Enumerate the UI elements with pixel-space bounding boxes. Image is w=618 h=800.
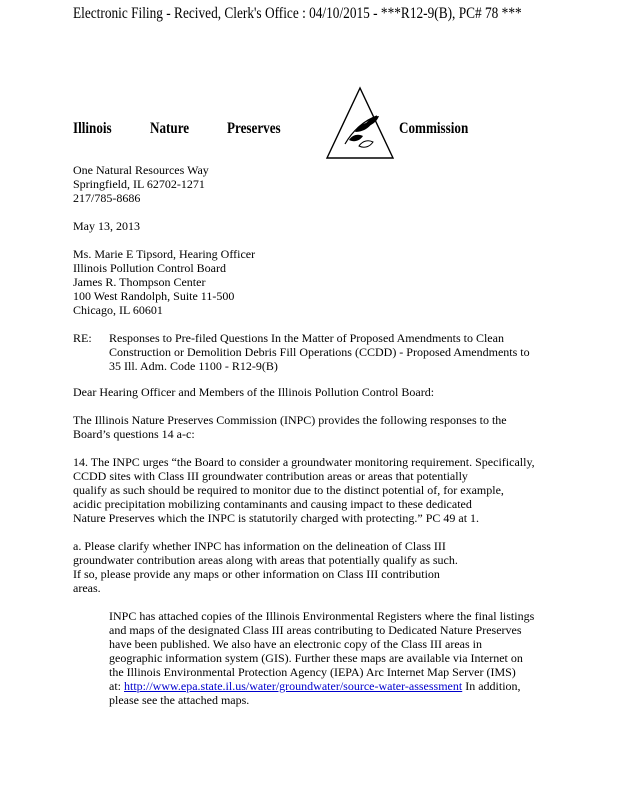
answer-a-line: please see the attached maps. xyxy=(109,693,250,707)
question-14-line: qualify as such should be required to monitor due to the distinct potential of, for example, xyxy=(73,483,504,497)
re-line: 35 Ill. Adm. Code 1100 - R12-9(B) xyxy=(109,359,278,373)
electronic-filing-stamp: Electronic Filing - Recived, Clerk's Office : 04/10/2015 - ***R12-9(B), PC# 78 *** xyxy=(73,5,522,22)
letterhead-word-illinois: Illinois xyxy=(73,120,112,137)
answer-a-line: have been published. We also have an electronic copy of the Class III areas in xyxy=(109,637,483,651)
address-line: Springfield, IL 62702-1271 xyxy=(73,177,205,191)
answer-a-link-line xyxy=(109,680,521,693)
recipient-line: James R. Thompson Center xyxy=(73,275,206,289)
answer-a-line: and maps of the designated Class III areas contributing to Dedicated Nature Preserves xyxy=(109,623,522,637)
answer-a-line: INPC has attached copies of the Illinois Environmental Registers where the final listings xyxy=(109,609,535,623)
letterhead-word-commission: Commission xyxy=(399,120,469,137)
intro-line: The Illinois Nature Preserves Commission (INPC) provides the following responses to the xyxy=(73,413,507,427)
answer-a-line: geographic information system (GIS). Further these maps are available via Internet on xyxy=(109,651,523,665)
salutation: Dear Hearing Officer and Members of the Illinois Pollution Control Board: xyxy=(73,385,435,399)
recipient-line: Illinois Pollution Control Board xyxy=(73,261,227,275)
link-prefix: at: xyxy=(109,679,124,693)
address-line: One Natural Resources Way xyxy=(73,163,209,177)
question-14-line: acidic precipitation mobilizing contaminants and causing impact to these dedicated xyxy=(73,497,472,511)
answer-a-line: the Illinois Environmental Protection Agency (IEPA) Arc Internet Map Server (IMS) xyxy=(109,665,516,679)
re-line: Construction or Demolition Debris Fill Operations (CCDD) - Proposed Amendments to xyxy=(109,345,530,359)
re-line: Responses to Pre-filed Questions In the Matter of Proposed Amendments to Clean xyxy=(109,331,504,345)
re-label: RE: xyxy=(73,331,92,345)
recipient-line: 100 West Randolph, Suite 11-500 xyxy=(73,289,235,303)
question-a-line: groundwater contribution areas along with areas that potentially qualify as such. xyxy=(73,553,458,567)
letterhead-word-preserves: Preserves xyxy=(227,120,281,137)
question-14-line: 14. The INPC urges “the Board to consider a groundwater monitoring requirement. Specifically, xyxy=(73,455,535,469)
address-line: 217/785-8686 xyxy=(73,191,141,205)
link-suffix: In addition, xyxy=(462,679,521,693)
question-14-line: CCDD sites with Class III groundwater contribution areas or areas that potentially xyxy=(73,469,468,483)
letterhead-word-nature: Nature xyxy=(150,120,190,137)
recipient-line: Ms. Marie E Tipsord, Hearing Officer xyxy=(73,247,256,261)
recipient-line: Chicago, IL 60601 xyxy=(73,303,163,317)
question-14-line: Nature Preserves which the INPC is statutorily charged with protecting.” PC 49 at 1. xyxy=(73,511,480,525)
iepa-source-water-link[interactable]: http://www.epa.state.il.us/water/groundwater/source-water-assessment xyxy=(124,679,463,693)
question-a-line: a. Please clarify whether INPC has information on the delineation of Class III xyxy=(73,539,446,553)
question-a-line: If so, please provide any maps or other information on Class III contribution xyxy=(73,567,440,581)
inpc-triangle-logo-icon xyxy=(325,86,395,160)
question-a-line: areas. xyxy=(73,581,101,595)
letter-date: May 13, 2013 xyxy=(73,219,140,233)
intro-line: Board’s questions 14 a-c: xyxy=(73,427,195,441)
